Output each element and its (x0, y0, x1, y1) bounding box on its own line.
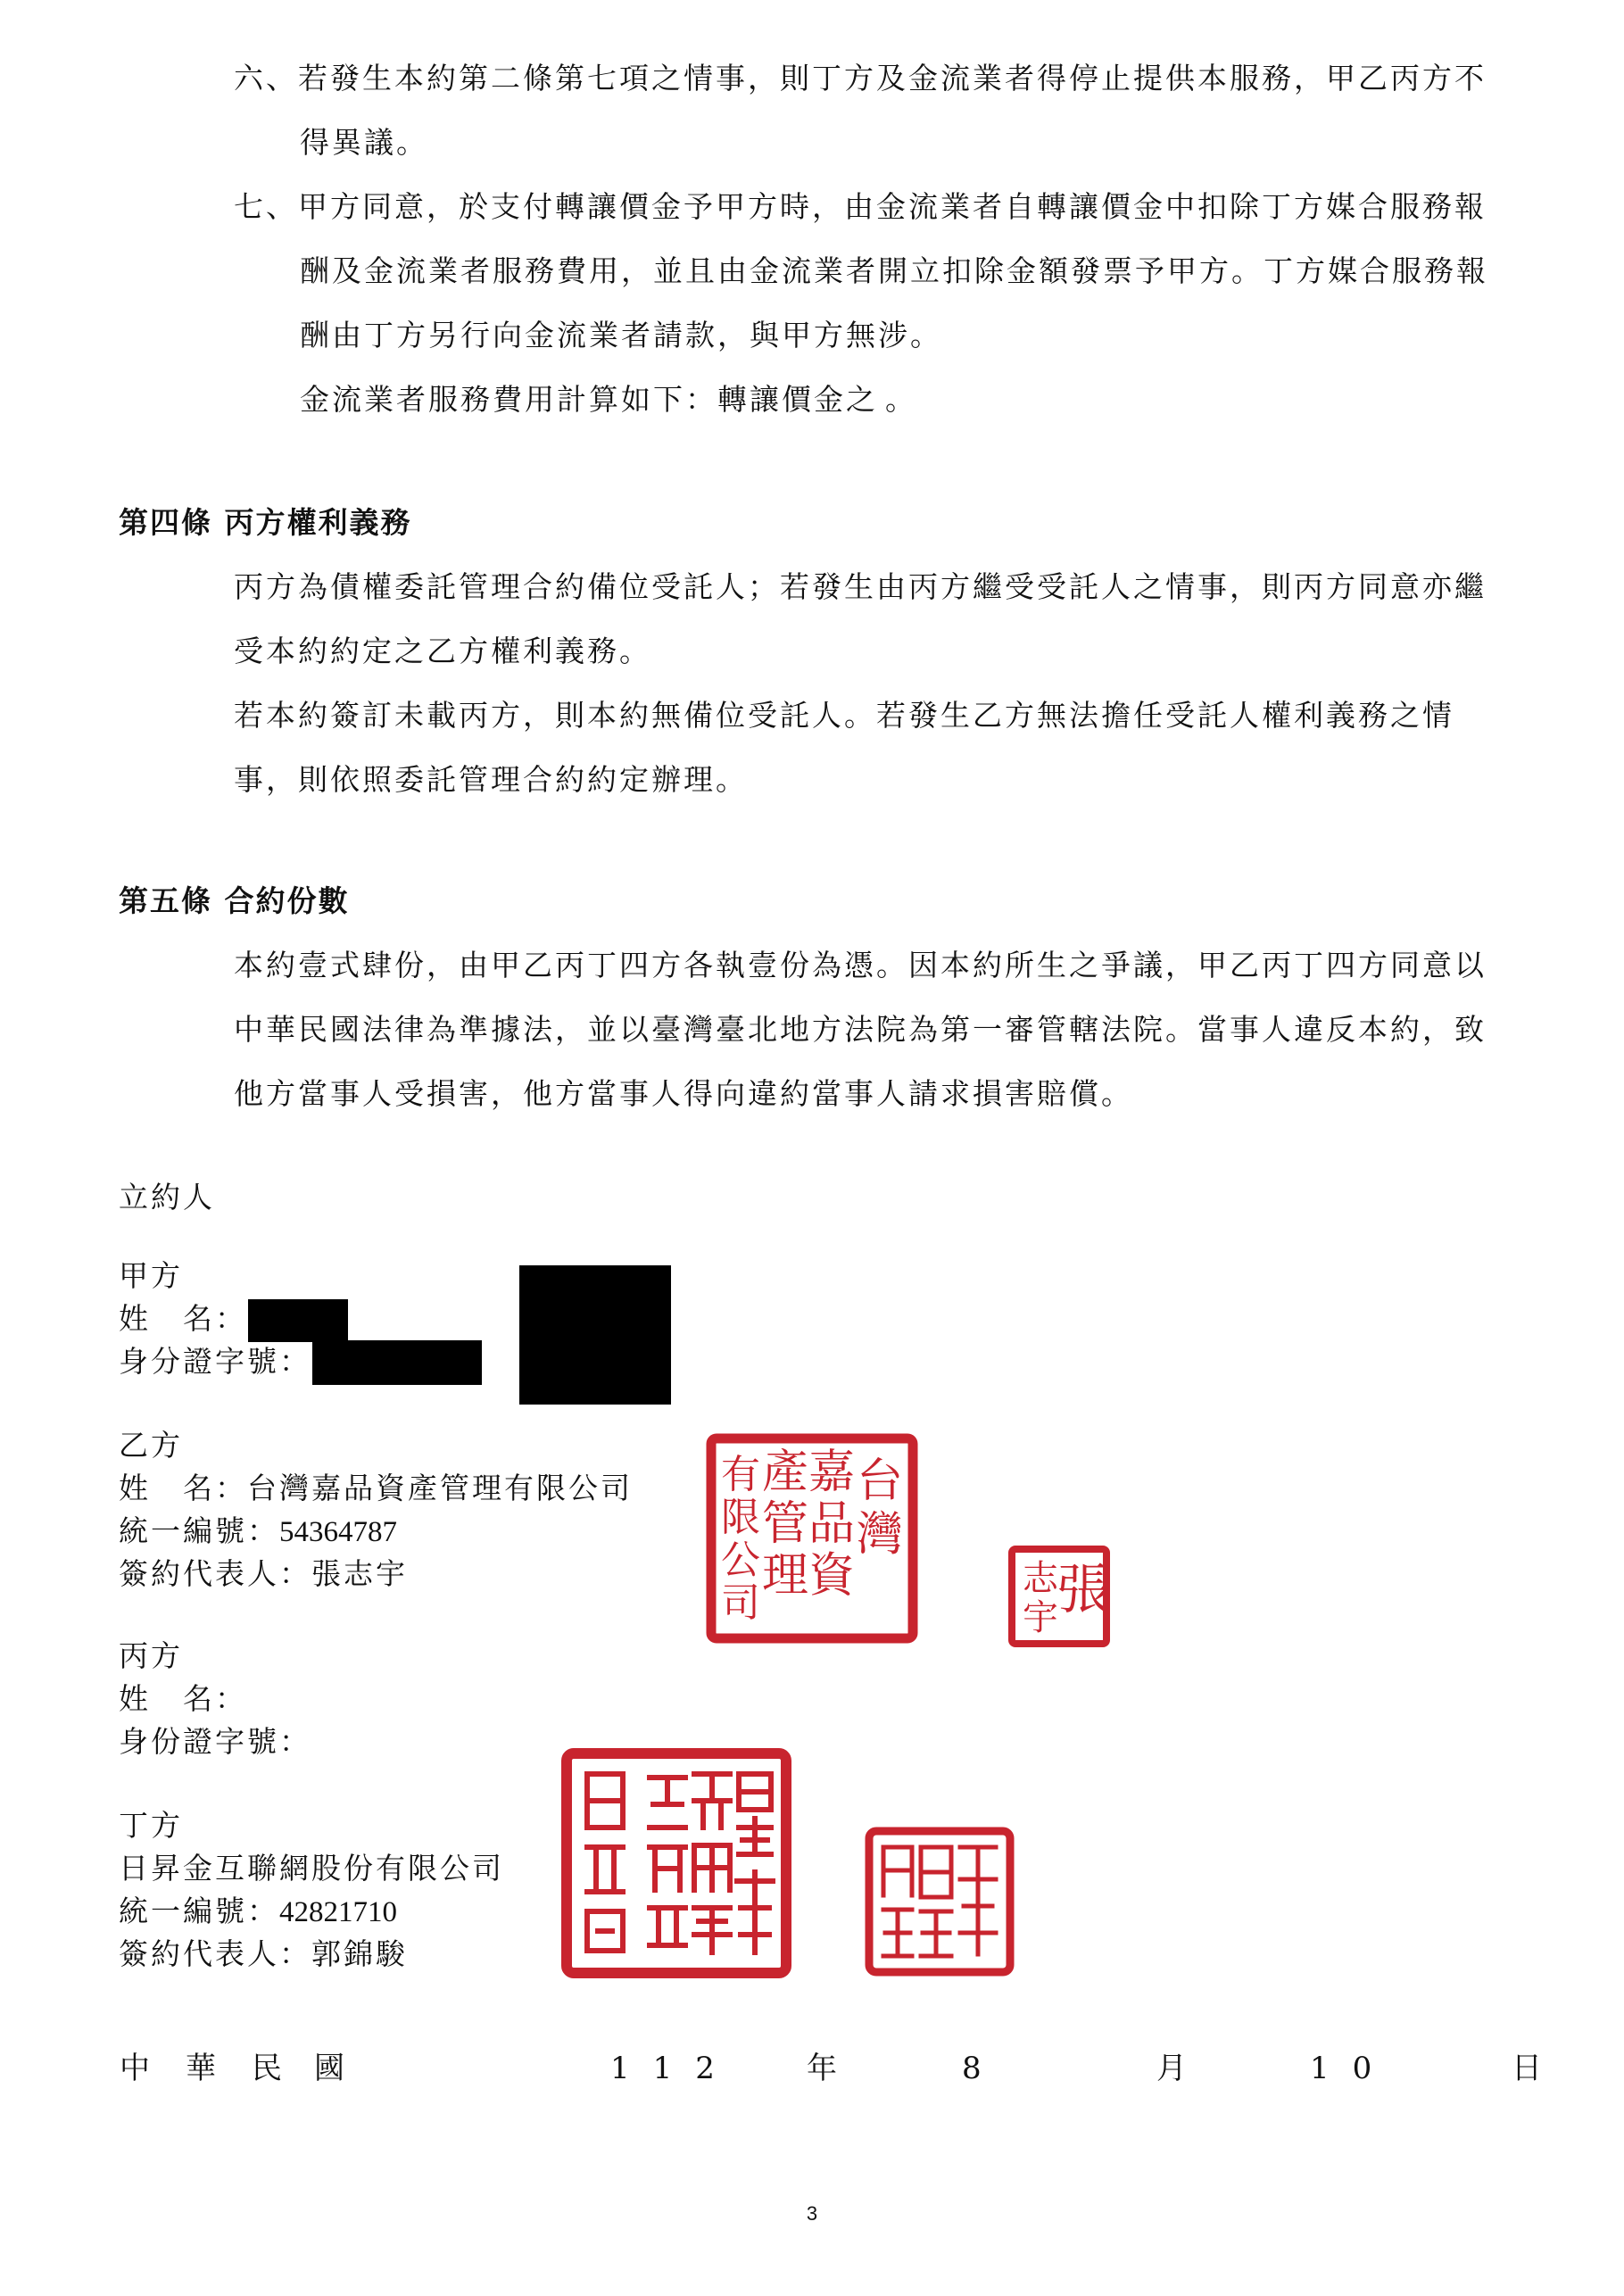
article-4-p1-line-1: 丙方為債權委託管理合約備位受託人；若發生由丙方繼受受託人之情事，則丙方同意亦繼 (234, 569, 1487, 604)
party-b-company-seal (705, 1432, 919, 1645)
seal-b-rep-char-1: 張 (1056, 1559, 1110, 1621)
seal-b-col-4a: 有 (721, 1452, 760, 1497)
party-b-rep: 張志宇 (311, 1556, 408, 1591)
clause-6-line-1: 六、若發生本約第二條第七項之情事，則丁方及金流業者得停止提供本服務，甲乙丙方不 (234, 61, 1487, 95)
seal-b-col-2c: 資 (808, 1549, 856, 1603)
clause-7-line-1: 七、甲方同意，於支付轉讓價金予甲方時，由金流業者自轉讓價金中扣除丁方媒合服務報 (234, 189, 1487, 224)
date-day-unit: 日 (1512, 2051, 1542, 2086)
article-4-p2-line-1: 若本約簽訂未載丙方，則本約無備位受託人。若發生乙方無法擔任受託人權利義務之情 (234, 698, 1454, 733)
party-d-company-seal (560, 1747, 792, 1979)
date-era-char-4: 國 (314, 2051, 344, 2086)
party-b-label: 乙方 (119, 1428, 183, 1463)
clause-7-line-2: 酬及金流業者服務費用，並且由金流業者開立扣除金額發票予甲方。丁方媒合服務報 (300, 253, 1488, 288)
date-era-char-2: 華 (186, 2051, 216, 2086)
date-month: 8 (962, 2051, 982, 2086)
article-5-line-1: 本約壹式肆份，由甲乙丙丁四方各執壹份為憑。因本約所生之爭議，甲乙丙丁四方同意以 (234, 948, 1487, 982)
signatories-title: 立約人 (119, 1180, 215, 1214)
party-d-uid-label: 統一編號： (119, 1894, 279, 1928)
party-a-id-redaction (312, 1340, 482, 1385)
seal-b-col-3a: 產 (761, 1446, 809, 1499)
party-b-rep-label: 簽約代表人： (119, 1556, 311, 1591)
seal-b-col-3c: 理 (761, 1549, 809, 1603)
seal-b-col-1b: 灣 (856, 1508, 904, 1562)
article-4-p2-line-2: 事，則依照委託管理合約約定辦理。 (234, 762, 748, 797)
seal-b-col-2a: 嘉 (808, 1446, 856, 1499)
seal-b-col-3b: 管 (761, 1497, 809, 1551)
date-month-unit: 月 (1156, 2051, 1187, 2086)
party-b-uid-row (119, 1513, 397, 1550)
party-a-name-label: 姓 名： (119, 1301, 247, 1336)
seal-b-rep-char-3: 宇 (1023, 1597, 1058, 1638)
fee-calc-period: 。 (885, 382, 917, 417)
seal-b-rep-char-2: 志 (1023, 1558, 1058, 1599)
seal-b-col-4b: 限 (721, 1495, 760, 1540)
seal-b-col-4c: 公 (721, 1538, 760, 1583)
party-d-label: 丁方 (119, 1808, 183, 1843)
party-a-label: 甲方 (119, 1258, 183, 1293)
article-4-p1-line-2: 受本約約定之乙方權利義務。 (234, 634, 651, 668)
clause-6-line-2: 得異議。 (300, 125, 428, 160)
party-b-name: 台灣嘉品資產管理有限公司 (247, 1471, 633, 1505)
date-day: 10 (1310, 2051, 1396, 2086)
party-d-uid: 42821710 (279, 1896, 397, 1928)
article-4-heading: 第四條 丙方權利義務 (119, 505, 412, 540)
party-a-name-redaction (248, 1299, 348, 1342)
date-era-char-1: 中 (120, 2051, 150, 2086)
party-a-id-label: 身分證字號： (119, 1344, 311, 1379)
article-5-heading: 第五條 合約份數 (119, 883, 350, 918)
page-number: 3 (806, 2202, 818, 2225)
party-a-seal-redaction (519, 1265, 671, 1405)
party-b-rep-row (119, 1556, 408, 1592)
clause-7-line-3: 酬由丁方另行向金流業者請款，與甲方無涉。 (300, 318, 942, 352)
seal-b-col-4d: 司 (721, 1580, 760, 1626)
party-b-name-label: 姓 名： (119, 1471, 247, 1505)
date-year-unit: 年 (807, 2051, 837, 2086)
party-c-name-label: 姓 名： (119, 1681, 247, 1716)
party-d-rep-label: 簽約代表人： (119, 1936, 311, 1971)
party-b-uid-label: 統一編號： (119, 1513, 279, 1548)
party-d-rep-seal (864, 1826, 1015, 1977)
party-d-rep: 郭錦駿 (311, 1936, 408, 1971)
date-year: 112 (610, 2051, 738, 2086)
party-d-name: 日昇金互聯網股份有限公司 (119, 1851, 504, 1886)
date-era-char-3: 民 (252, 2051, 282, 2086)
party-c-label: 丙方 (119, 1638, 183, 1673)
article-5-line-3: 他方當事人受損害，他方當事人得向違約當事人請求損害賠償。 (234, 1076, 1133, 1111)
party-b-rep-seal (1007, 1544, 1112, 1649)
party-c-id-label: 身份證字號： (119, 1724, 311, 1759)
seal-b-col-2b: 品 (808, 1497, 856, 1551)
clause-7-line-4 (300, 382, 917, 419)
party-d-rep-row (119, 1936, 408, 1972)
party-d-uid-row (119, 1894, 397, 1930)
seal-b-col-1a: 台 (856, 1455, 904, 1508)
party-b-name-row (119, 1471, 633, 1506)
article-5-line-2: 中華民國法律為準據法，並以臺灣臺北地方法院為第一審管轄法院。當事人違反本約，致 (234, 1012, 1487, 1047)
fee-calc-text: 金流業者服務費用計算如下：轉讓價金之 (300, 382, 878, 417)
party-b-uid: 54364787 (279, 1516, 397, 1548)
